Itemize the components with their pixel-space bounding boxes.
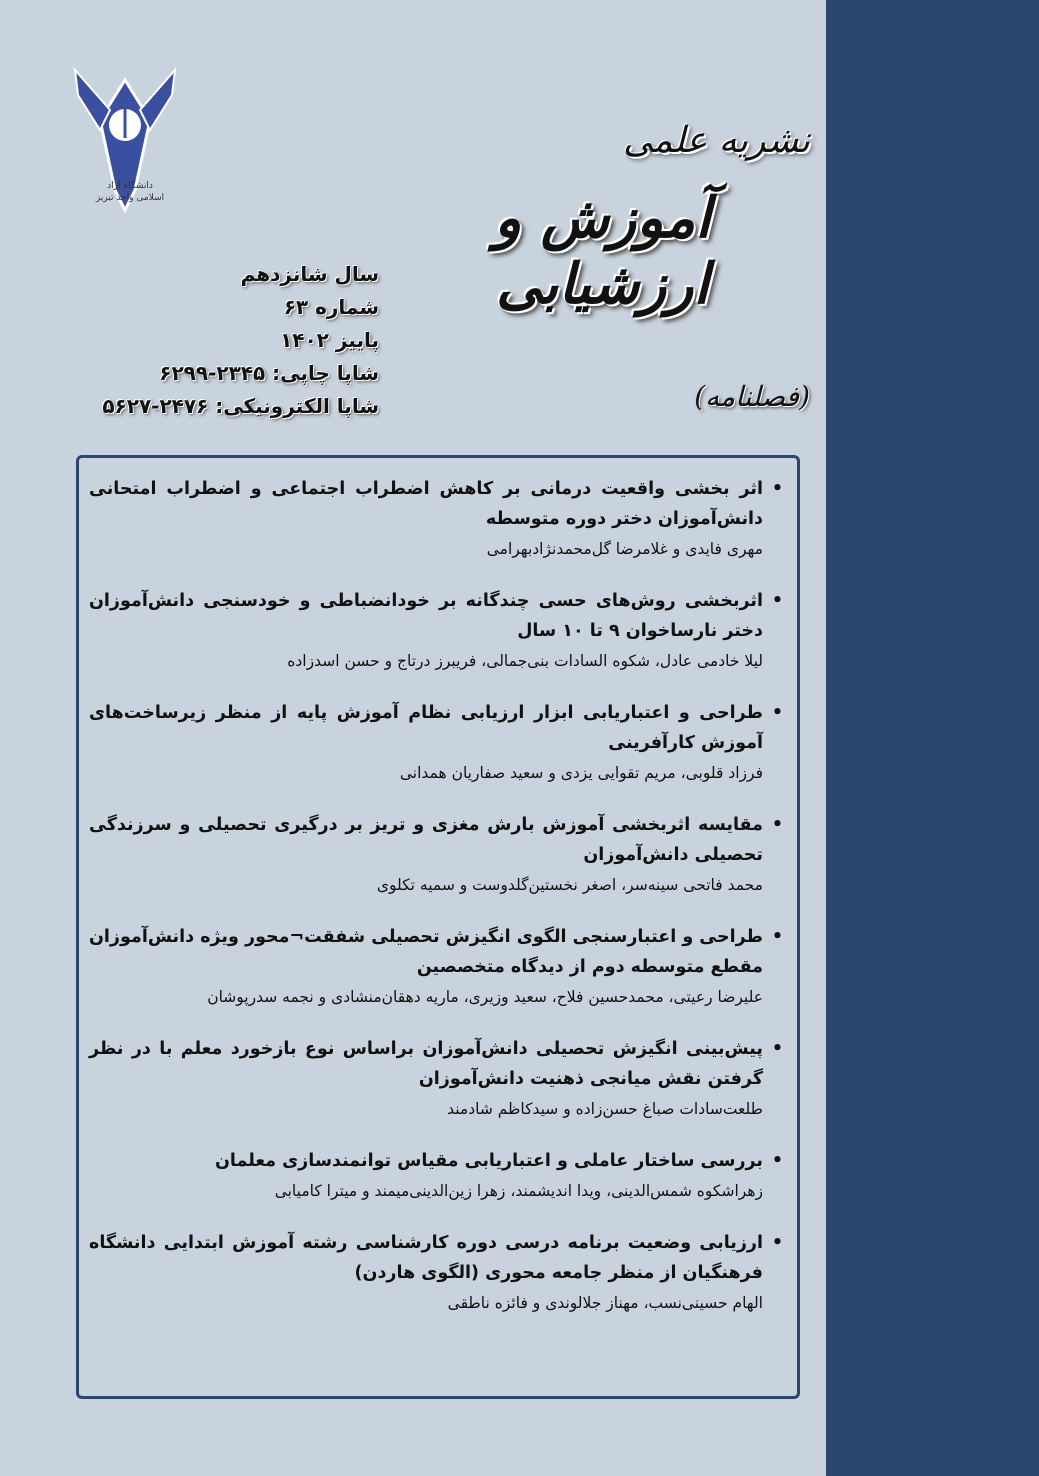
article-title: • مقایسه اثربخشی آموزش بارش مغزی و تریز بر درگیری تحصیلی و سرزندگی تحصیلی دانش‌آموزان	[89, 810, 783, 870]
issue-season: پاییز ۱۴۰۲	[280, 328, 379, 352]
article-title: • بررسی ساختار عاملی و اعتباریابی مقیاس توانمندسازی معلمان	[89, 1146, 783, 1176]
frequency-label: (فصلنامه)	[694, 380, 810, 413]
volume-year: سال شانزدهم	[240, 262, 379, 286]
issue-number: شماره ۶۳	[283, 295, 379, 319]
article-authors: لیلا خادمی عادل، شکوه السادات بنی‌جمالی، فریبرز درتاج و حسن اسدزاده	[287, 652, 763, 670]
article-title: • اثر بخشی واقعیت درمانی بر کاهش اضطراب اجتماعی و اضطراب امتحانی دانش‌آموزان دختر دوره متوسطه	[89, 474, 783, 534]
article-authors: مهری فایدی و غلامرضا گل‌محمدنژادبهرامی	[486, 540, 763, 558]
logo-caption: دانشگاه آزاد اسلامی واحد تبریز	[95, 181, 165, 203]
article-item	[89, 586, 783, 676]
article-title: • اثربخشی روش‌های حسی چندگانه بر خودانضباطی و خودسنجی دانش‌آموزان دختر نارساخوان ۹ تا ۱۰ سال	[89, 586, 783, 646]
article-authors: فرزاد قلوبی، مریم تقوایی یزدی و سعید صفاریان همدانی	[399, 764, 763, 782]
article-authors: طلعت‌سادات صباغ حسن‌زاده و سیدکاظم شادمند	[447, 1100, 763, 1118]
article-title: • طراحی و اعتباریابی ابزار ارزیابی نظام آموزش پایه از منظر زیرساخت‌های آموزش کارآفرینی	[89, 698, 783, 758]
article-item	[89, 474, 783, 564]
article-authors: الهام حسینی‌نسب، مهناز جلالوندی و فائزه ناطقی	[447, 1294, 763, 1312]
side-band	[826, 0, 1039, 1476]
article-item	[89, 1228, 783, 1318]
article-title: • پیش‌بینی انگیزش تحصیلی دانش‌آموزان براساس نوع بازخورد معلم با در نظر گرفتن نقش میانجی ذهنیت دانش‌آموزان	[89, 1034, 783, 1094]
article-item	[89, 922, 783, 1012]
issue-info	[102, 258, 379, 423]
article-item	[89, 698, 783, 788]
article-authors: زهراشکوه شمس‌الدینی، ویدا اندیشمند، زهرا زین‌الدینی‌میمند و میترا کامیابی	[274, 1182, 763, 1200]
article-authors: علیرضا رعیتی، محمدحسین فلاح، سعید وزیری، ماریه دهقان‌منشادی و نجمه سدرپوشان	[207, 988, 763, 1006]
online-issn: شاپا الکترونیکی: ۲۴۷۶-۵۶۲۷	[102, 394, 379, 418]
article-title: • ارزیابی وضعیت برنامه درسی دوره کارشناسی رشته آموزش ابتدایی دانشگاه فرهنگیان از منظر جامعه محوری (الگوی هاردن)	[89, 1228, 783, 1288]
article-authors: محمد فاتحی سینه‌سر، اصغر نخستین‌گلدوست و سمیه تکلوی	[376, 876, 763, 894]
article-item	[89, 810, 783, 900]
contents-box	[76, 455, 800, 1399]
article-item	[89, 1034, 783, 1124]
article-item	[89, 1146, 783, 1206]
journal-title: آموزش و ارزشیابی	[494, 185, 711, 317]
university-logo	[70, 60, 180, 230]
article-title: • طراحی و اعتبارسنجی الگوی انگیزش تحصیلی شفقت¬محور ویژه دانش‌آموزان مقطع متوسطه دوم از دیدگاه متخصصین	[89, 922, 783, 982]
print-issn: شاپا چاپی: ۲۳۴۵-۶۲۹۹	[159, 361, 379, 385]
series-label: نشریه علمی	[623, 120, 810, 161]
